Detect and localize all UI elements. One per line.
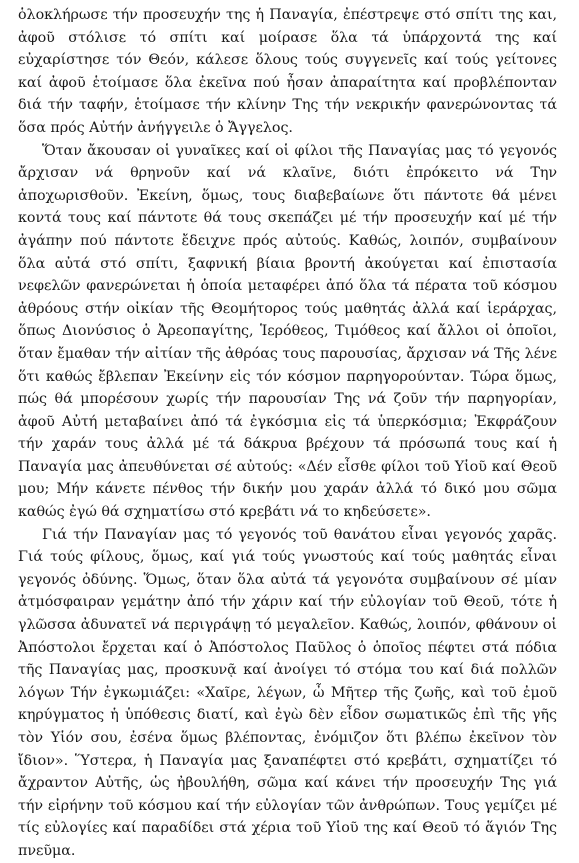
- paragraph-1: ὁλοκλήρωσε τήν προσευχήν της ἡ Παναγία, ἐπέστρεψε στό σπίτι της και, ἀφοῦ στόλισε τό σπίτι καί μοίρασε ὅλα τά ὑπάρχοντά της καί εὐχαρίστησε τόν Θεόν, κάλεσε ὅλους τούς συγγενεῖς καί τούς γείτονες καί ἀφοῦ ἑτοίμασε ὅλα ἐκεῖνα πού ἦσαν ἀπαραίτητα καί προβλέπονταν διά τήν ταφήν, ἑτοίμασε τήν κλίνην Της τήν νεκρικήν φανερώνοντας τά ὅσα πρός Αὐτήν ἀνήγγειλε ὁ Ἄγγελος.: [18, 7, 557, 136]
- paragraph-3: Γιά τήν Παναγίαν μας τό γεγονός τοῦ θανάτου εἶναι γεγονός χαρᾶς. Γιά τούς φίλους, ὅμως, καί γιά τούς γνωστούς καί τούς μαθητάς εἶναι γεγονός ὀδύνης. Ὅμως, ὅταν ὅλα αὐτά τά γεγονότα συμβαίνουν σέ μίαν ἀτμόσφαιραν γεμάτην ἀπό τήν χάριν καί τήν εὐλογίαν τοῦ Θεοῦ, τότε ἡ γλῶσσα ἀδυνατεῖ νά περιγράψῃ τό μεγαλεῖον. Καθώς, λοιπόν, φθάνουν οἱ Ἀπόστολοι ἔρχεται καί ὁ Ἀπόστολος Παῦλος ὁ ὁποῖος πέφτει στά πόδια τῆς Παναγίας μας, προσκυνᾷ καί ἀνοίγει τό στόμα του καί διά πολλῶν λόγων Τήν ἐγκωμιάζει: «Χαῖρε, λέγων, ὦ Μῆτερ τῆς ζωῆς, καὶ τοῦ ἐμοῦ κηρύγματος ἡ ὑπόθεσις διατί, καὶ ἐγὼ δὲν εἶδον σωματικῶς ἐπὶ τῆς γῆς τὸν Υἱόν σου, ἐσένα ὅμως βλέποντας, ἐνόμιζον ὅτι βλέπω ἐκεῖνον τὸν ἴδιον». Ὕστερα, ἡ Παναγία μας ξαναπέφτει στό κρεβάτι, σχηματίζει τό ἄχραντον Αὐτῆς, ὡς ἠβουλήθη, σῶμα καί κάνει τήν προσευχήν Της γιά τήν εἰρήνην τοῦ κόσμου καί τήν εὐλογίαν τῶν ἀνθρώπων. Τους γεμίζει μέ τίς εὐλογίες καί παραδίδει στά χέρια τοῦ Υἱοῦ της καί Θεοῦ τό ἅγιόν Της πνεῦμα.: [18, 526, 557, 859]
- paragraph-2: Ὅταν ἄκουσαν οἱ γυναῖκες καί οἱ φίλοι τῆς Παναγίας μας τό γεγονός ἄρχισαν νά θρηνοῦν καί νά κλαῖνε, διότι ἐπρόκειτο νά Την ἀποχωρισθοῦν. Ἐκείνη, ὅμως, τους διαβεβαίωνε ὅτι πάντοτε θά μένει κοντά τους καί πάντοτε θά τους σκεπάζει μέ τήν προσευχήν καί μέ τήν ἀγάπην πού πάντοτε ἔδειχνε πρός αὐτούς. Καθώς, λοιπόν, συμβαίνουν ὅλα αὐτά στό σπίτι, ξαφνική βίαια βροντή ἀκούγεται καί ἐπιστασία νεφελῶν φανερώνεται ἡ ὁποία μεταφέρει ἀπό ὅλα τά πέρατα τοῦ κόσμου ἀθρόους στήν οἰκίαν τῆς Θεομήτορος τούς μαθητάς ἀλλά καί ἱεράρχας, ὅπως Διονύσιος ὁ Ἀρεοπαγίτης, Ἱερόθεος, Τιμόθεος καί ἄλλοι οἱ ὁποῖοι, ὅταν ἔμαθαν τήν αἰτίαν τῆς ἀθρόας τους παρουσίας, ἄρχισαν νά Τῆς λένε ὅτι καθώς ἔβλεπαν Ἐκείνην εἰς τόν κόσμον παρηγορούνταν. Τώρα ὅμως, πώς θά μπορέσουν χωρίς τήν παρουσίαν Της νά ζοῦν τήν παρηγορίαν, ἀφοῦ Αὐτή μεταβαίνει ἀπό τά ἐγκόσμια εἰς τά ὑπερκόσμια; Ἐκφράζουν τήν χαράν τους ἀλλά μέ τά δάκρυα βρέχουν τά πρόσωπά τους καί ἡ Παναγία μας ἀπευθύνεται σέ αὐτούς: «Δέν εἶσθε φίλοι τοῦ Υἱοῦ καί Θεοῦ μου; Μήν κάνετε πένθος τήν δικήν μου χαράν ἀλλά τό δικό μου σῶμα καθώς ἐγώ θά σχηματίσω στό κρεβάτι νά το κηδεύσετε».: [18, 142, 557, 521]
